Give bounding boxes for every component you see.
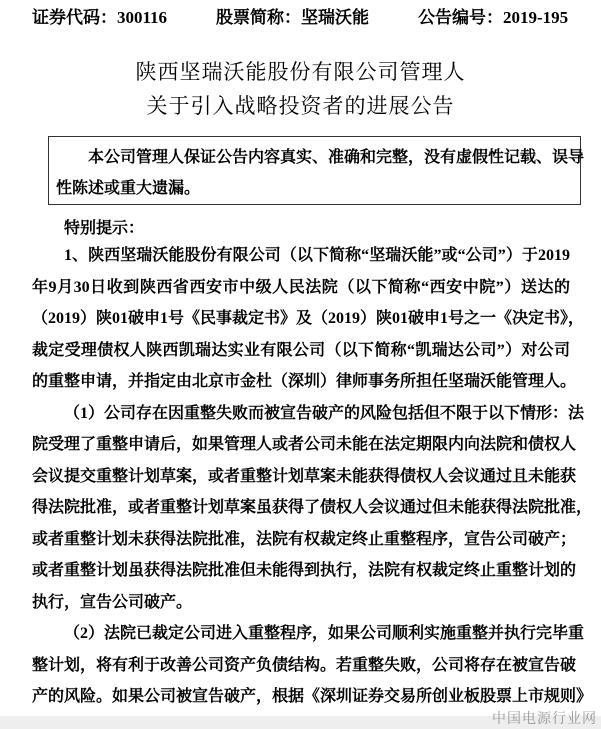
announcement-header bbox=[0, 3, 601, 27]
body-line: 执行，宣告公司破产。 bbox=[32, 593, 193, 611]
body-line: 或者重整计划未获得法院批准，法院有权裁定终止重整程序，宣告公司破产； bbox=[32, 530, 577, 548]
title-line-1: 陕西坚瑞沃能股份有限公司管理人 bbox=[135, 60, 466, 84]
body-line: 的重整申请，并指定由北京市金杜（深圳）律师事务所担任坚瑞沃能管理人。 bbox=[32, 373, 577, 390]
body-line: 院受理了重整申请后，如果管理人或者公司未能在法定期限内向法院和债权人 bbox=[32, 436, 577, 453]
body-line: （2）法院已裁定公司进入重整程序，如果公司顺利实施重整并执行完毕重 bbox=[64, 625, 585, 642]
body-line: 产的风险。如果公司被宣告破产，根据《深圳证券交易所创业板股票上市规则》 bbox=[32, 688, 593, 705]
watermark: 中国电源行业网 bbox=[492, 711, 597, 727]
body-line: 1、陕西坚瑞沃能股份有限公司（以下简称“坚瑞沃能”或“公司”）于2019 bbox=[64, 247, 570, 264]
body-line: 整计划，将有利于改善公司资产负债结构。若重整失败，公司将存在被宣告破 bbox=[32, 656, 577, 674]
title-line-2: 关于引入战略投资者的进展公告 bbox=[146, 94, 455, 118]
body-line: 会议提交重整计划草案，或者重整计划草案未能获得债权人会议通过且未能获 bbox=[32, 467, 577, 485]
stock-name: 股票简称：坚瑞沃能 bbox=[216, 8, 369, 27]
disclaimer-line: 性陈述或重大遗漏。 bbox=[56, 180, 201, 197]
announcement-number: 公告编号：2019-195 bbox=[418, 8, 569, 27]
body-line: 裁定受理债权人陕西凯瑞达实业有限公司（以下简称“凯瑞达公司”）对公司 bbox=[32, 341, 570, 359]
body-line: （1）公司存在因重整失败而被宣告破产的风险包括但不限于以下情形：法 bbox=[64, 404, 585, 422]
body-line: 得法院批准，或者重整计划草案虽获得了债权人会议通过但未能获得法院批准， bbox=[32, 499, 593, 516]
body-line: （2019）陕01破申1号《民事裁定书》及（2019）陕01破申1号之一《决定书》， bbox=[32, 310, 585, 327]
body-line: 或者重整计划虽获得法院批准但未能得到执行，法院有权裁定终止重整计划的 bbox=[32, 562, 577, 579]
special-notice-heading: 特别提示： bbox=[64, 220, 145, 237]
disclaimer-line: 本公司管理人保证公告内容真实、准确和完整，没有虚假性记载、误导 bbox=[88, 149, 585, 166]
body-line: 年9月30日收到陕西省西安市中级人民法院（以下简称“西安中院”）送达的 bbox=[32, 278, 570, 296]
stock-code: 证券代码：300116 bbox=[32, 8, 168, 27]
